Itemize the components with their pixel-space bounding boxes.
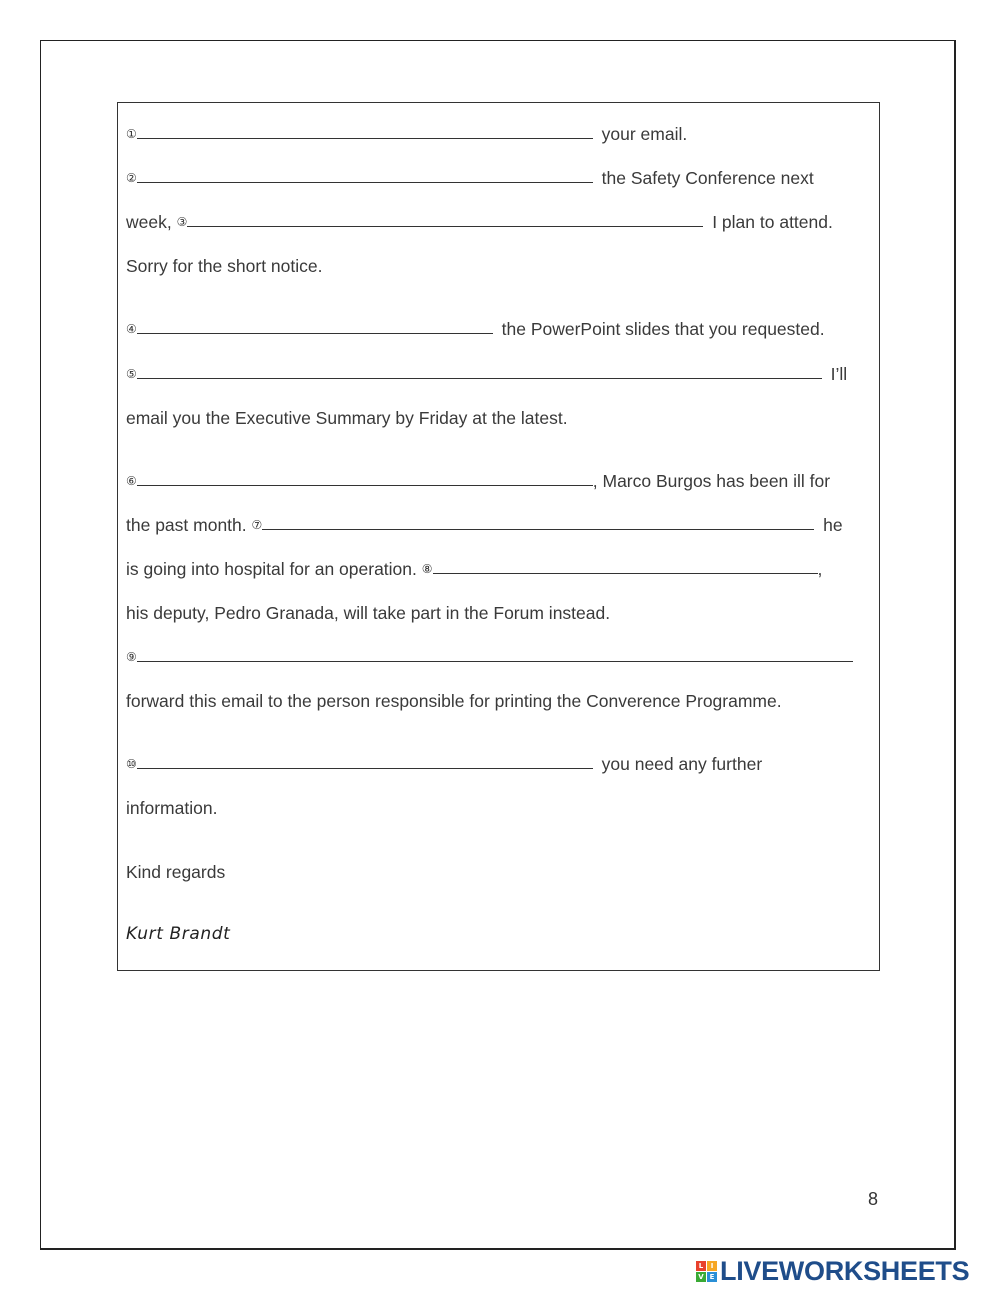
letter-text: I plan to attend. — [707, 212, 833, 232]
blank-number-1: ① — [126, 127, 137, 141]
logo-letter-l: L — [696, 1261, 706, 1271]
letter-line-1 — [126, 122, 687, 146]
answer-blank-2[interactable] — [137, 166, 593, 183]
answer-blank-8[interactable] — [433, 557, 818, 574]
letter-line-2 — [126, 166, 814, 190]
letter-line-6 — [126, 362, 847, 386]
letter-text: he — [818, 515, 843, 535]
answer-blank-5[interactable] — [137, 362, 822, 379]
signature: Kurt Brandt — [126, 924, 231, 944]
blank-number-2: ② — [126, 171, 137, 185]
letter-text: his deputy, Pedro Granada, will take part in the Forum instead. — [126, 603, 611, 623]
answer-blank-7[interactable] — [262, 513, 814, 530]
answer-blank-6[interactable] — [137, 469, 593, 486]
blank-number-6: ⑥ — [126, 474, 137, 488]
letter-line-10 — [126, 557, 822, 581]
blank-number-5: ⑤ — [126, 367, 137, 381]
letter-line-7 — [126, 406, 568, 430]
letter-text: the Safety Conference next — [596, 168, 814, 188]
letter-text: forward this email to the person responsible for printing the Converence Programme. — [126, 691, 782, 711]
blank-number-8: ⑧ — [421, 562, 433, 576]
letter-line-13 — [126, 689, 782, 713]
closing-label: Kind regards — [126, 862, 226, 882]
letter-text: the past month. — [126, 515, 252, 535]
letter-text: week, — [126, 212, 177, 232]
answer-blank-1[interactable] — [137, 122, 593, 139]
answer-blank-4[interactable] — [137, 317, 493, 334]
answer-blank-9[interactable] — [137, 645, 853, 662]
liveworksheets-brand — [696, 1256, 969, 1286]
letter-text: is going into hospital for an operation. — [126, 559, 422, 579]
letter-text: , — [817, 559, 823, 579]
answer-blank-10[interactable] — [137, 752, 593, 769]
logo-letter-v: V — [696, 1272, 706, 1282]
liveworksheets-logo-icon — [696, 1261, 717, 1282]
letter-text: email you the Executive Summary by Friday at the latest. — [126, 408, 568, 428]
closing-text — [126, 860, 225, 884]
blank-number-7: ⑦ — [251, 518, 263, 532]
letter-text: , Marco Burgos has been ill for — [592, 471, 831, 491]
letter-line-14 — [126, 752, 762, 776]
blank-number-3: ③ — [176, 215, 188, 229]
logo-letter-i: I — [707, 1261, 717, 1271]
letter-line-12 — [126, 645, 857, 669]
letter-line-11 — [126, 601, 610, 625]
letter-line-5 — [126, 317, 825, 341]
letter-line-15 — [126, 796, 217, 820]
answer-blank-3[interactable] — [187, 210, 703, 227]
letter-text: you need any further — [596, 754, 763, 774]
logo-letter-e: E — [707, 1272, 717, 1282]
letter-text: your email. — [596, 124, 688, 144]
letter-text: the PowerPoint slides that you requested. — [496, 319, 825, 339]
page-number: 8 — [868, 1189, 879, 1209]
blank-number-9: ⑨ — [126, 650, 137, 664]
blank-number-10: ⑩ — [126, 757, 137, 771]
letter-text: I’ll — [825, 364, 848, 384]
brand-name: LIVEWORKSHEETS — [720, 1255, 970, 1286]
letter-line-8 — [126, 469, 830, 493]
letter-line-4 — [126, 254, 322, 278]
letter-text: Sorry for the short notice. — [126, 256, 323, 276]
letter-line-9 — [126, 513, 843, 537]
blank-number-4: ④ — [126, 322, 137, 336]
letter-text: information. — [126, 798, 218, 818]
letter-line-3 — [126, 210, 833, 234]
